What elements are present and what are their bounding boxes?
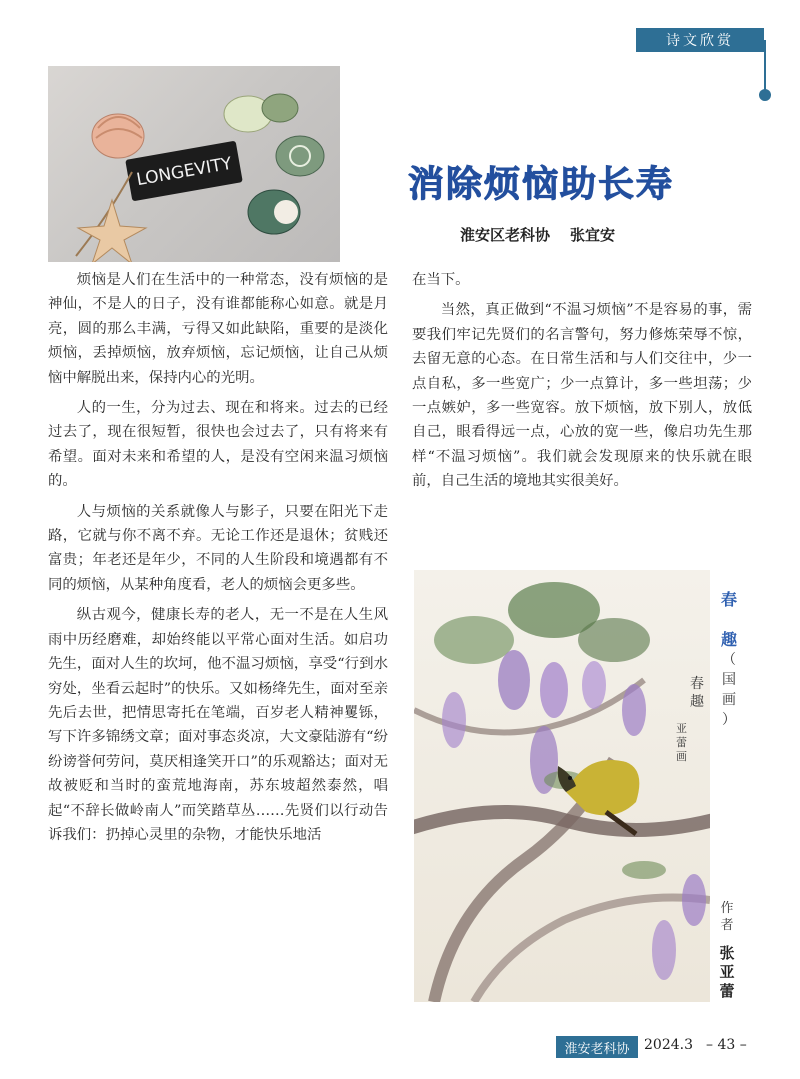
painting-type-char: ） (722, 712, 736, 728)
painting-image (414, 570, 710, 1002)
article-column-left (48, 268, 388, 853)
artist-name-char: 蕾 (719, 982, 735, 1000)
author-name: 张宜安 (570, 226, 616, 244)
hero-photo (48, 66, 340, 262)
footer-issue: 2024.3 (644, 1037, 693, 1053)
painting-inscription (676, 676, 704, 763)
paragraph: 当然，真正做到“不温习烦恼”不是容易的事，需要我们牢记先贤们的名言警句，努力修炼荣辱不惊，去留无意的心态。在日常生活和与人们交往中，少一点自私，多一些宽广；少一点算计，多一些坦荡；少一点嫉妒，多一些宽容。放下烦恼，放下别人，放低自己，眼看得远一点，心放的宽一些，像启功先生那样“不温习烦恼”。我们就会发现原来的快乐就在眼前，自己生活的境地其实很美好。 (412, 302, 752, 490)
painting-type-char: 画 (722, 692, 736, 708)
paragraph: 烦恼是人们在生活中的一种常态，没有烦恼的是神仙，不是人的日子，没有谁都能称心如意。就是月亮，圆的那么丰满，亏得又如此缺陷，重要的是淡化烦恼，丢掉烦恼，放弃烦恼，忘记烦恼，让自己从烦恼中解脱出来，保持内心的光明。 (48, 272, 388, 386)
painting-title (717, 580, 741, 660)
inscription-char: 画 (676, 750, 687, 763)
inscription-char: 亚 (676, 722, 687, 735)
artist-name-char: 亚 (719, 963, 735, 981)
artist-label (718, 900, 736, 934)
byline (460, 224, 615, 245)
section-tab-dot (759, 89, 771, 101)
article-column-right (412, 268, 752, 500)
author-org: 淮安区老科协 (460, 226, 551, 244)
inscription-char: 春 (690, 676, 704, 692)
painting-illustration (414, 570, 710, 1002)
inscription-char: 趣 (690, 694, 704, 710)
artist-label-char: 者 (720, 918, 734, 933)
section-tab-line (764, 40, 766, 96)
footer-page-number: – 43 – (706, 1037, 747, 1053)
inscription-char: 蕾 (676, 736, 687, 749)
artist-name-char: 张 (719, 944, 735, 962)
paragraph: 人与烦恼的关系就像人与影子，只要在阳光下走路，它就与你不离不弃。无论工作还是退休；贫贱还富贵；年老还是年少，不同的人生阶段和境遇都有不同的烦恼，从某种角度看，老人的烦恼会更多些。 (48, 503, 388, 593)
footer-magazine-name: 淮安老科协 (556, 1036, 638, 1058)
hero-tag-text: LONGEVITY (135, 153, 234, 191)
painting-title-char: 春 (720, 590, 737, 609)
hero-illustration (48, 66, 340, 262)
painting-title-char: 趣 (720, 630, 737, 649)
article-title: 消除烦恼助长寿 (408, 164, 675, 205)
painting-type (719, 650, 739, 730)
paragraph-continuation: 在当下。 (412, 272, 470, 288)
artist-name (716, 944, 738, 1001)
paragraph: 人的一生，分为过去、现在和将来。过去的已经过去了，现在很短暂，很快也会过去了，只有将来有希望。面对未来和希望的人，是没有空闲来温习烦恼的。 (48, 400, 388, 490)
paragraph: 纵古观今，健康长寿的老人，无一不是在人生风雨中历经磨难，却始终能以平常心面对生活。如启功先生，面对人生的坎坷，他不温习烦恼，享受“行到水穷处，坐看云起时”的快乐。又如杨绛先生，面对至亲先后去世，把情思寄托在笔端，百岁老人精神矍铄，写下许多锦绣文章；面对事态炎凉，大文豪陆游有“纷纷谤誉何劳问，莫厌相逢笑开口”的乐观豁达；面对无故被贬和当时的蛮荒地海南，苏东坡超然泰然，唱起“不辞长做岭南人”而笑踏草丛……先贤们以行动告诉我们：扔掉心灵里的杂物，才能快乐地活 (48, 607, 388, 843)
artist-label-char: 作 (720, 901, 734, 916)
section-tab: 诗文欣赏 (636, 28, 764, 52)
painting-type-char: （ (722, 652, 736, 668)
painting-type-char: 国 (722, 672, 736, 688)
